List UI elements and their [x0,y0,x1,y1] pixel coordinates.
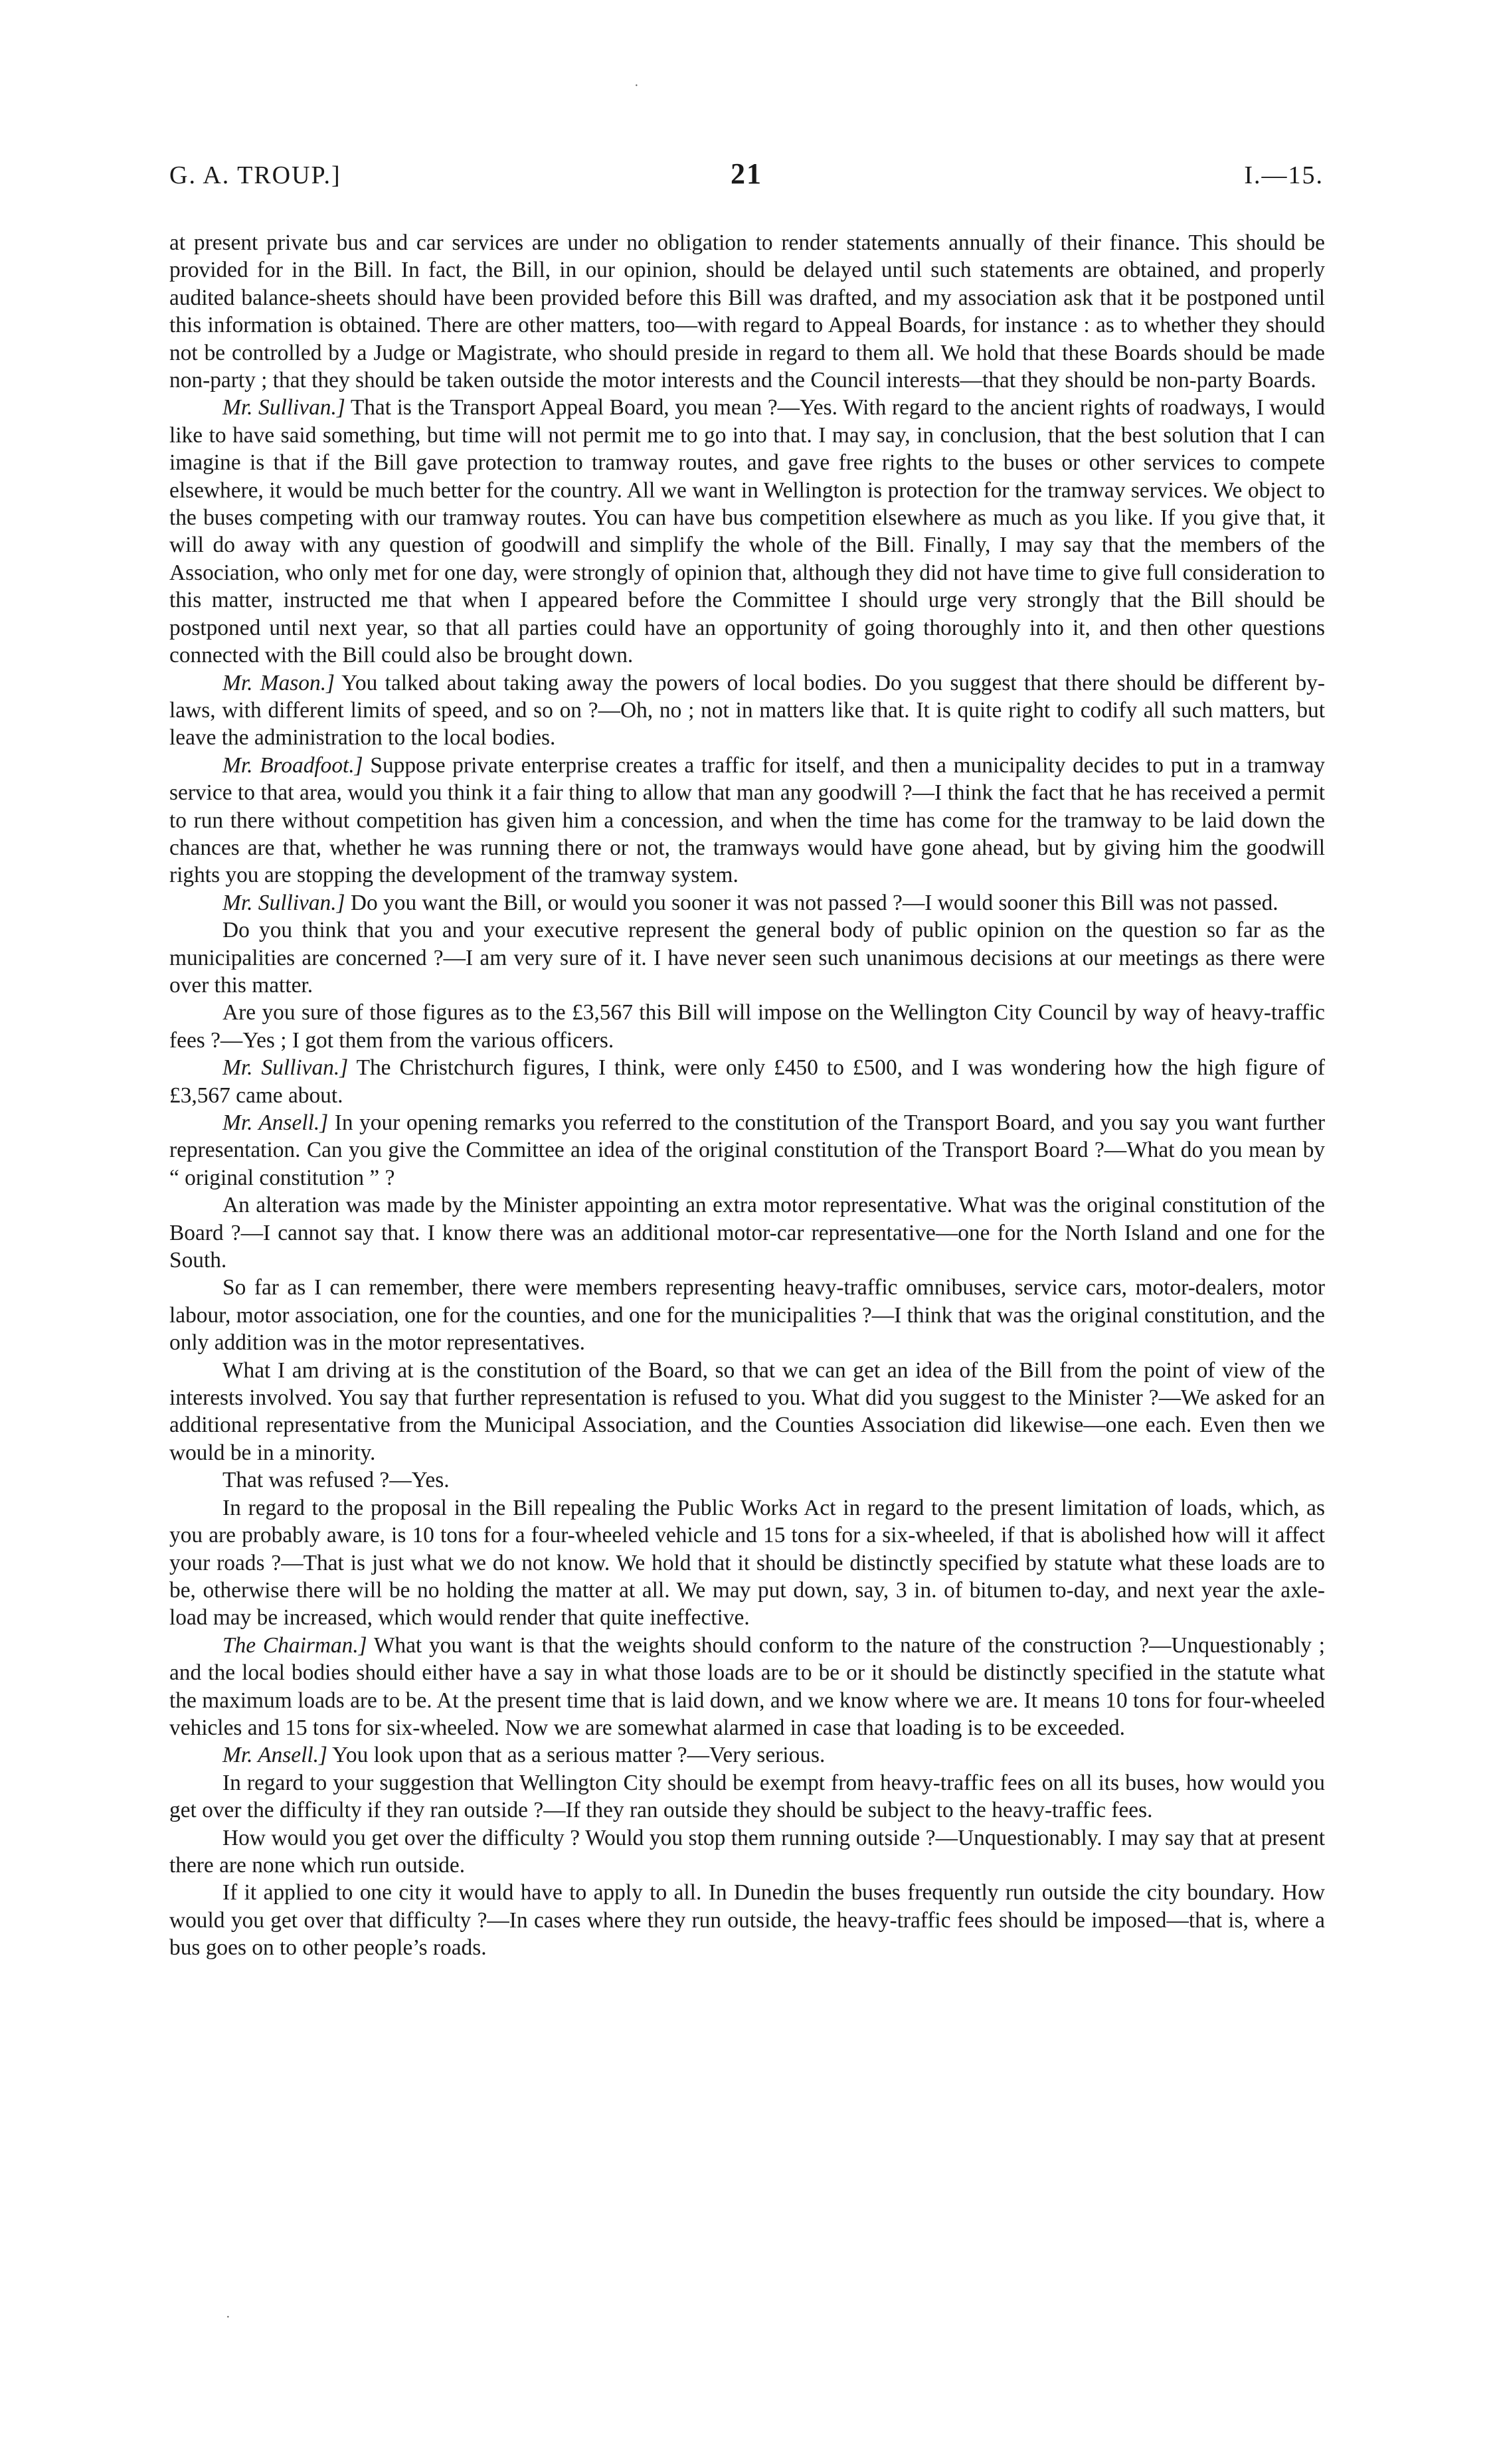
speaker-label: Mr. Broadfoot.] [222,752,363,778]
speaker-label: Mr. Ansell.] [222,1743,328,1768]
paragraph-text: That is the Transport Appeal Board, you mean ?—Yes. With regard to the ancient rights of roadways, I would like to have said something, but time will not permit me to go into that. I may say, in conclusion, that the best solution that I can imagine is that if the Bill gave protection to tramway routes, and gave free rights to the buses or other services to compete elsewhere, it would be much better for the country. All we want in Wellington is protection for the tramway services. We object to the buses competing with our tramway routes. You can have bus competition elsewhere as much as you like. If you give that, it will do away with any question of goodwill and simplify the whole of the Bill. Finally, I may say that the members of the Association, who only met for one day, were strongly of opinion that, although they did not have time to give full consideration to this matter, instructed me that when I appeared before the Committee I should urge very strongly that the Bill should be postponed until next year, so that all parties could have an opportunity of going thoroughly into it, and then other questions connected with the Bill could also be brought down. [169,395,1325,668]
speaker-label: Mr. Sullivan.] [222,1055,349,1081]
paragraph-text: So far as I can remember, there were members representing heavy-traffic omnibuses, service cars, motor-dealers, motor labour, motor association, one for the counties, and one for the municipalities ?—I think that was the original constitution, and the only addition was in the motor representatives. [169,1275,1325,1356]
paragraph [169,889,1325,917]
paragraph-text: That was refused ?—Yes. [222,1468,450,1493]
paragraph-text: The Christchurch figures, I think, were only £450 to £500, and I was wondering how the high figure of £3,567 came about. [169,1055,1325,1108]
paragraph-text: In your opening remarks you referred to the constitution of the Transport Board, and you say you want further representation. Can you give the Committee an idea of the original constitution of the Transport Board ?—What do you mean by “ original constitution ” ? [169,1110,1325,1190]
paragraph [169,1191,1325,1274]
paragraph [169,1879,1325,1961]
paragraph [169,1274,1325,1356]
paragraph-text: Are you sure of those figures as to the £3,567 this Bill will impose on the Wellington City Council by way of heavy-traffic fees ?—Yes ; I got them from the various officers. [169,1000,1325,1053]
paragraph [169,394,1325,669]
paragraph [169,999,1325,1054]
paragraph [169,1109,1325,1191]
paragraph [169,1632,1325,1742]
speaker-label: Mr. Sullivan.] [222,395,345,420]
paragraph-text: In regard to the proposal in the Bill repealing the Public Works Act in regard to the present limitation of loads, which, as you are probably aware, is 10 tons for a four-wheeled vehicle and 15 tons for a six-wheeled, if that is abolished how will it affect your roads ?—That is just what we do not know. We hold that it should be distinctly specified by statute what these loads are to be, otherwise there will be no holding the matter at all. We may put down, say, 3 in. of bitumen to-day, and next year the axle-load may be increased, which would render that quite ineffective. [169,1495,1325,1630]
speaker-label: Mr. Mason.] [222,670,335,695]
paragraph [169,1494,1325,1632]
running-header [169,157,1324,201]
header-paper-reference: I.—15. [1244,161,1324,189]
speaker-label: Mr. Sullivan.] [222,890,345,915]
paragraph [169,1357,1325,1467]
paragraph [169,229,1325,394]
paragraph-text: What you want is that the weights should conform to the nature of the construction ?—Unquestionably ; and the local bodies should either have a say in what those loads are to be or it should be distinctly specified in the statute what the maximum loads are to be. At the present time that is laid down, and we know where we are. It means 10 tons for four-wheeled vehicles and 15 tons for six-wheeled. Now we are somewhat alarmed in case that loading is to be exceeded. [169,1632,1325,1740]
scan-speck: · [226,2310,230,2325]
paragraph-text: If it applied to one city it would have to apply to all. In Dunedin the buses frequently run outside the city boundary. How would you get over that difficulty ?—In cases where they run outside, the heavy-traffic fees should be imposed—that is, where a bus goes on to other people’s roads. [169,1880,1325,1961]
paragraph [169,1466,1325,1494]
body-text [169,229,1325,1962]
paragraph-text: How would you get over the difficulty ? Would you stop them running outside ?—Unquestionably. I may say that at present there are none which run outside. [169,1825,1325,1878]
paragraph [169,1054,1325,1109]
speaker-label: The Chairman.] [222,1632,367,1658]
paragraph-text: An alteration was made by the Minister appointing an extra motor representative. What was the original constitution of the Board ?—I cannot say that. I know there was an additional motor-car representative—one for the North Island and one for the South. [169,1193,1325,1273]
paragraph-text: What I am driving at is the constitution of the Board, so that we can get an idea of the Bill from the point of view of the interests involved. You say that further representation is refused to you. What did you suggest to the Minister ?—We asked for an additional representative from the Municipal Association, and the Counties Association did likewise—one each. Even then we would be in a minority. [169,1358,1325,1465]
paragraph-text: In regard to your suggestion that Wellington City should be exempt from heavy-traffic fees on all its buses, how would you get over the difficulty if they ran outside ?—If they ran outside they should be subject to the heavy-traffic fees. [169,1770,1325,1823]
paragraph-text: Do you think that you and your executive represent the general body of public opinion on the question so far as the municipalities are concerned ?—I am very sure of it. I have never seen such unanimous decisions at our meetings as there were over this matter. [169,918,1325,998]
scan-speck: · [634,78,639,93]
paragraph-text: You look upon that as a serious matter ?—Very serious. [327,1743,826,1768]
paragraph-text: at present private bus and car services are under no obligation to render statements annually of their finance. This should be provided for in the Bill. In fact, the Bill, in our opinion, should be delayed until such statements are obtained, and properly audited balance-sheets should have been provided before this Bill was drafted, and my association ask that it be postponed until this information is obtained. There are other matters, too—with regard to Appeal Boards, for instance : as to whether they should not be controlled by a Judge or Magistrate, who should preside in regard to them all. We hold that these Boards should be made non-party ; that they should be taken outside the motor interests and the Council interests—that they should be non-party Boards. [169,230,1325,393]
speaker-label: Mr. Ansell.] [222,1110,329,1135]
paragraph [169,752,1325,889]
paragraph-text: Suppose private enterprise creates a traffic for itself, and then a municipality decides to put in a tramway service to that area, would you think it a fair thing to allow that man any goodwill ?—I think the fact that he has received a permit to run there without competition has given him a concession, and when the time has come for the tramway to be laid down the chances are that, whether he was running there or not, the tramways would have gone ahead, but by giving him the goodwill rights you are stopping the development of the tramway system. [169,752,1325,888]
page-number: 21 [731,157,762,190]
header-witness-name: G. A. TROUP.] [169,161,341,189]
paragraph [169,917,1325,999]
paragraph [169,669,1325,752]
paragraph [169,1741,1325,1769]
paragraph [169,1824,1325,1880]
paragraph-text: You talked about taking away the powers of local bodies. Do you suggest that there should be different by-laws, with different limits of speed, and so on ?—Oh, no ; not in matters like that. It is quite right to codify all such matters, but leave the administration to the local bodies. [169,670,1325,750]
paragraph-text: Do you want the Bill, or would you sooner it was not passed ?—I would sooner this Bill was not passed. [345,890,1278,915]
paragraph [169,1769,1325,1824]
